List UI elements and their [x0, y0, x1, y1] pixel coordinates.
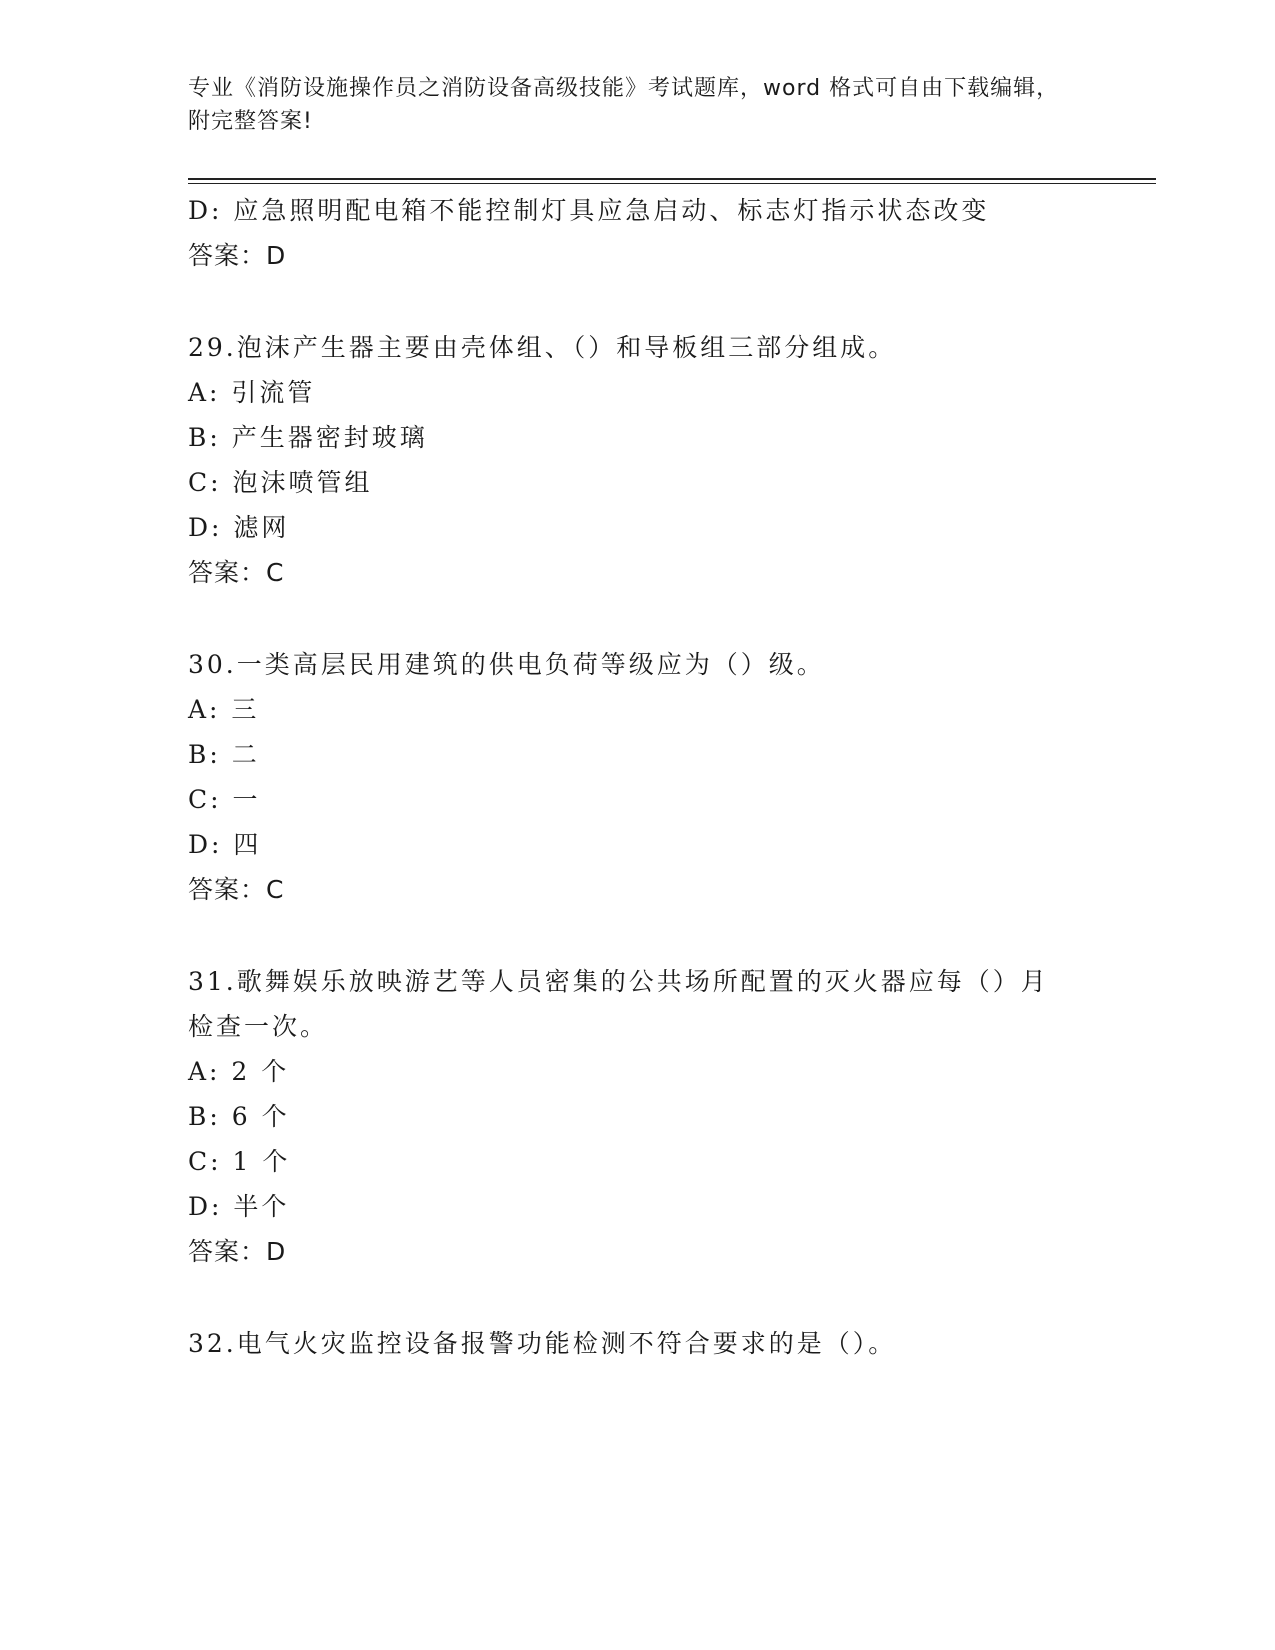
header-divider-thin	[188, 183, 1156, 184]
answer-line: 答案：C	[188, 558, 285, 587]
option-c: C: 1 个	[188, 1147, 291, 1176]
question-28-tail	[188, 188, 1088, 278]
question-30	[188, 642, 1088, 912]
question-stem-line-2: 检查一次。	[188, 1012, 329, 1041]
option-b: B: 6 个	[188, 1102, 290, 1131]
option-d: D: 应急照明配电箱不能控制灯具应急启动、标志灯指示状态改变	[188, 196, 990, 225]
question-stem: 29.泡沫产生器主要由壳体组、（）和导板组三部分组成。	[188, 333, 897, 362]
question-32	[188, 1321, 1088, 1366]
option-a: A: 2 个	[188, 1057, 290, 1086]
option-c: C: 一	[188, 785, 261, 814]
option-b: B: 产生器密封玻璃	[188, 423, 428, 452]
option-b: B: 二	[188, 740, 260, 769]
answer-line: 答案：D	[188, 1237, 287, 1266]
question-29	[188, 325, 1088, 595]
option-d: D: 四	[188, 830, 262, 859]
option-d: D: 半个	[188, 1192, 290, 1221]
question-31	[188, 959, 1088, 1274]
header-divider-thick	[188, 178, 1156, 180]
question-stem: 32.电气火灾监控设备报警功能检测不符合要求的是（）。	[188, 1329, 897, 1358]
question-stem-line-1: 31.歌舞娱乐放映游艺等人员密集的公共场所配置的灭火器应每（）月	[188, 967, 1049, 996]
page-header-intro: 专业《消防设施操作员之消防设备高级技能》考试题库，word 格式可自由下载编辑，附完整答案!	[188, 76, 1060, 134]
question-stem: 30.一类高层民用建筑的供电负荷等级应为（）级。	[188, 650, 825, 679]
option-c: C: 泡沫喷管组	[188, 468, 373, 497]
option-a: A: 引流管	[188, 378, 316, 407]
answer-line: 答案：D	[188, 241, 287, 270]
option-d: D: 滤网	[188, 513, 290, 542]
question-list	[188, 188, 1088, 1366]
option-a: A: 三	[188, 695, 260, 724]
answer-line: 答案：C	[188, 875, 285, 904]
